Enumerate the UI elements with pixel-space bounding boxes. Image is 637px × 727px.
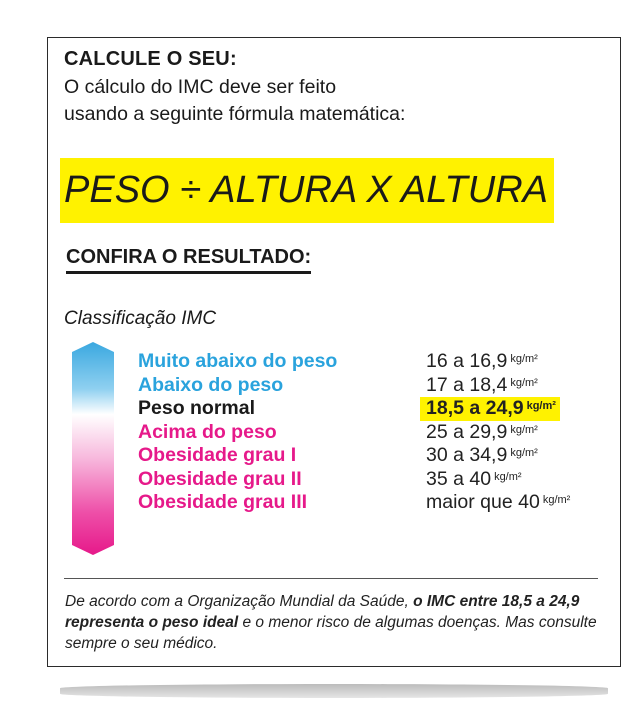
unit-label: kg/m² (510, 376, 538, 389)
category-item: Acima do peso (138, 420, 277, 443)
range-value: 25 a 29,9 (426, 420, 508, 443)
range-item (426, 397, 570, 421)
footnote-emphasis: o IMC entre 18,5 a 24,9 representa o peso ideal (65, 593, 580, 631)
category-item: Peso normal (138, 397, 256, 419)
category-item: Abaixo do peso (138, 373, 284, 396)
range-value: 17 a 18,4 (426, 373, 508, 396)
range-item (426, 491, 570, 515)
category-item: Obesidade grau III (138, 491, 308, 513)
category-item: Obesidade grau I (138, 444, 297, 466)
range-item (426, 468, 570, 492)
footnote-part-3: e o menor risco de algumas doenças. Mas consulte sempre o seu médico. (65, 614, 597, 652)
category-item: Muito abaixo do peso (138, 350, 338, 372)
footnote (65, 591, 605, 654)
range-value: 18,5 a 24,9 (426, 397, 524, 419)
range-list (426, 350, 570, 515)
category-item: Obesidade grau II (138, 467, 302, 490)
footnote-part-1: De acordo com a Organização Mundial da Saúde, (65, 593, 414, 610)
range-item (426, 421, 570, 445)
card-shadow (60, 684, 608, 698)
result-heading: CONFIRA O RESULTADO: (66, 246, 311, 274)
range-item (426, 374, 570, 398)
divider (64, 578, 598, 579)
classification-label: Classificação IMC (64, 308, 217, 329)
category-list (138, 350, 337, 515)
imc-card (47, 37, 621, 667)
range-value-box (426, 444, 538, 466)
range-value-box (426, 374, 538, 396)
unit-label: kg/m² (510, 447, 538, 459)
range-value-box (426, 491, 570, 513)
formula-highlight: PESO ÷ ALTURA X ALTURA (60, 158, 554, 223)
range-value: maior que 40 (426, 491, 540, 513)
unit-label: kg/m² (526, 400, 556, 412)
intro-line-2: usando a seguinte fórmula matemática: (64, 103, 406, 125)
unit-label: kg/m² (542, 494, 571, 506)
range-item (426, 350, 570, 374)
range-value: 16 a 16,9 (426, 350, 508, 372)
range-value-box (426, 350, 538, 372)
range-value-box (426, 468, 522, 490)
intro-text (64, 74, 604, 128)
intro-line-1: O cálculo do IMC deve ser feito (64, 76, 337, 98)
range-value-box (420, 397, 560, 421)
range-value: 30 a 34,9 (426, 444, 508, 466)
range-value: 35 a 40 (426, 467, 492, 490)
range-item (426, 444, 570, 468)
gradient-scale-bar (72, 342, 114, 555)
unit-label: kg/m² (494, 470, 522, 483)
range-value-box (426, 421, 538, 443)
unit-label: kg/m² (510, 353, 538, 365)
section-title: CALCULE O SEU: (64, 48, 237, 70)
unit-label: kg/m² (510, 423, 538, 436)
